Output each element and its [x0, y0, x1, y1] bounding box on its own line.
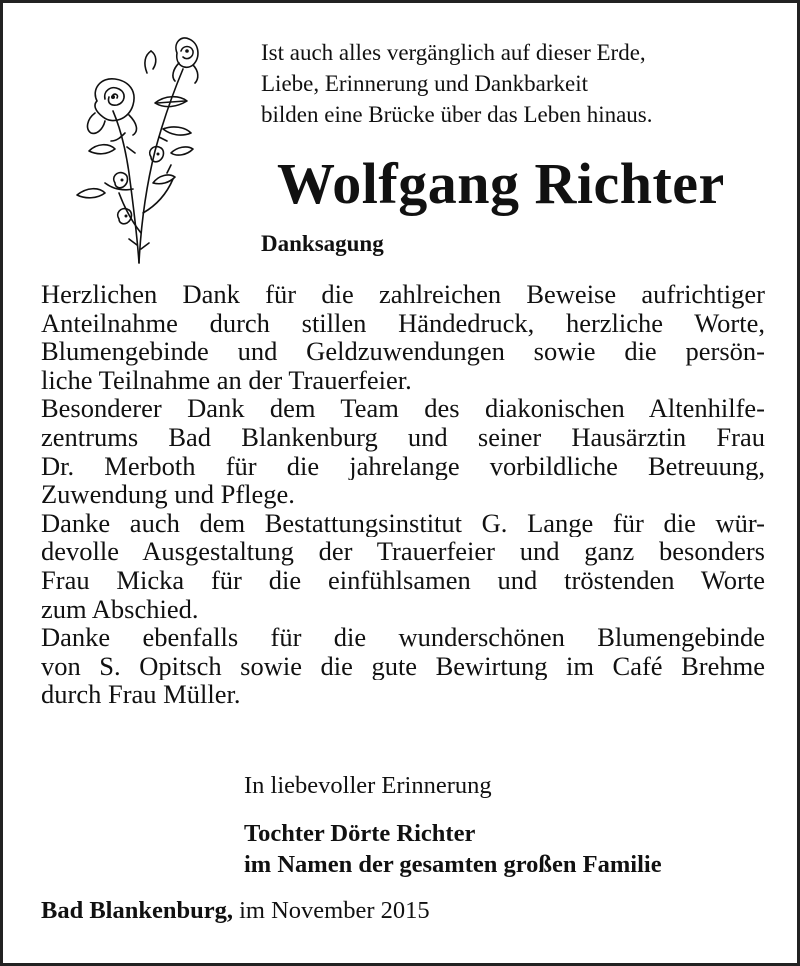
place-name: Bad Blankenburg,: [41, 897, 233, 924]
body-line: zum Abschied.: [41, 593, 199, 624]
rose-branch-icon: [67, 33, 217, 265]
notice-date: im November 2015: [233, 897, 430, 924]
body-line: Zuwendung und Pflege.: [41, 479, 295, 510]
body-line: Besonderer Dank dem Team des diakonischen Altenhilfe-: [41, 394, 765, 423]
memorial-poem: [261, 37, 781, 130]
body-line: Anteilnahme durch stillen Händedruck, herzliche Worte,: [41, 308, 765, 338]
signers: [244, 818, 662, 880]
signer-line: im Namen der gesamten großen Familie: [244, 851, 662, 878]
body-line: Danke ebenfalls für die wunderschönen Blumengebinde: [41, 623, 765, 652]
body-line: von S. Opitsch sowie die gute Bewirtung im Café Brehme: [41, 651, 765, 681]
poem-line: Ist auch alles vergänglich auf dieser Erde,: [261, 40, 646, 65]
poem-line: bilden eine Brücke über das Leben hinaus.: [261, 102, 653, 127]
place-date: [41, 896, 430, 926]
body-line: durch Frau Müller.: [41, 679, 241, 710]
body-line: Frau Micka für die einfühlsamen und tröstenden Worte: [41, 565, 765, 595]
notice-heading: Danksagung: [261, 231, 384, 256]
deceased-name: Wolfgang Richter: [277, 151, 725, 216]
poem-line: Liebe, Erinnerung und Dankbarkeit: [261, 71, 588, 96]
body-line: Dr. Merboth für die jahrelange vorbildliche Betreuung,: [41, 451, 765, 481]
body-line: devolle Ausgestaltung der Trauerfeier und ganz besonders: [41, 537, 765, 566]
body-line: Herzlichen Dank für die zahlreichen Beweise aufrichtiger: [41, 280, 765, 309]
body-line: Danke auch dem Bestattungsinstitut G. Lange für die wür-: [41, 508, 765, 538]
body-line: zentrums Bad Blankenburg und seiner Hausärztin Frau: [41, 422, 765, 452]
thanks-text: [41, 280, 765, 709]
body-line: liche Teilnahme an der Trauerfeier.: [41, 364, 412, 395]
body-line: Blumengebinde und Geldzuwendungen sowie die persön-: [41, 337, 765, 366]
signer-line: Tochter Dörte Richter: [244, 820, 476, 847]
closing-phrase: In liebevoller Erinnerung: [244, 772, 492, 799]
